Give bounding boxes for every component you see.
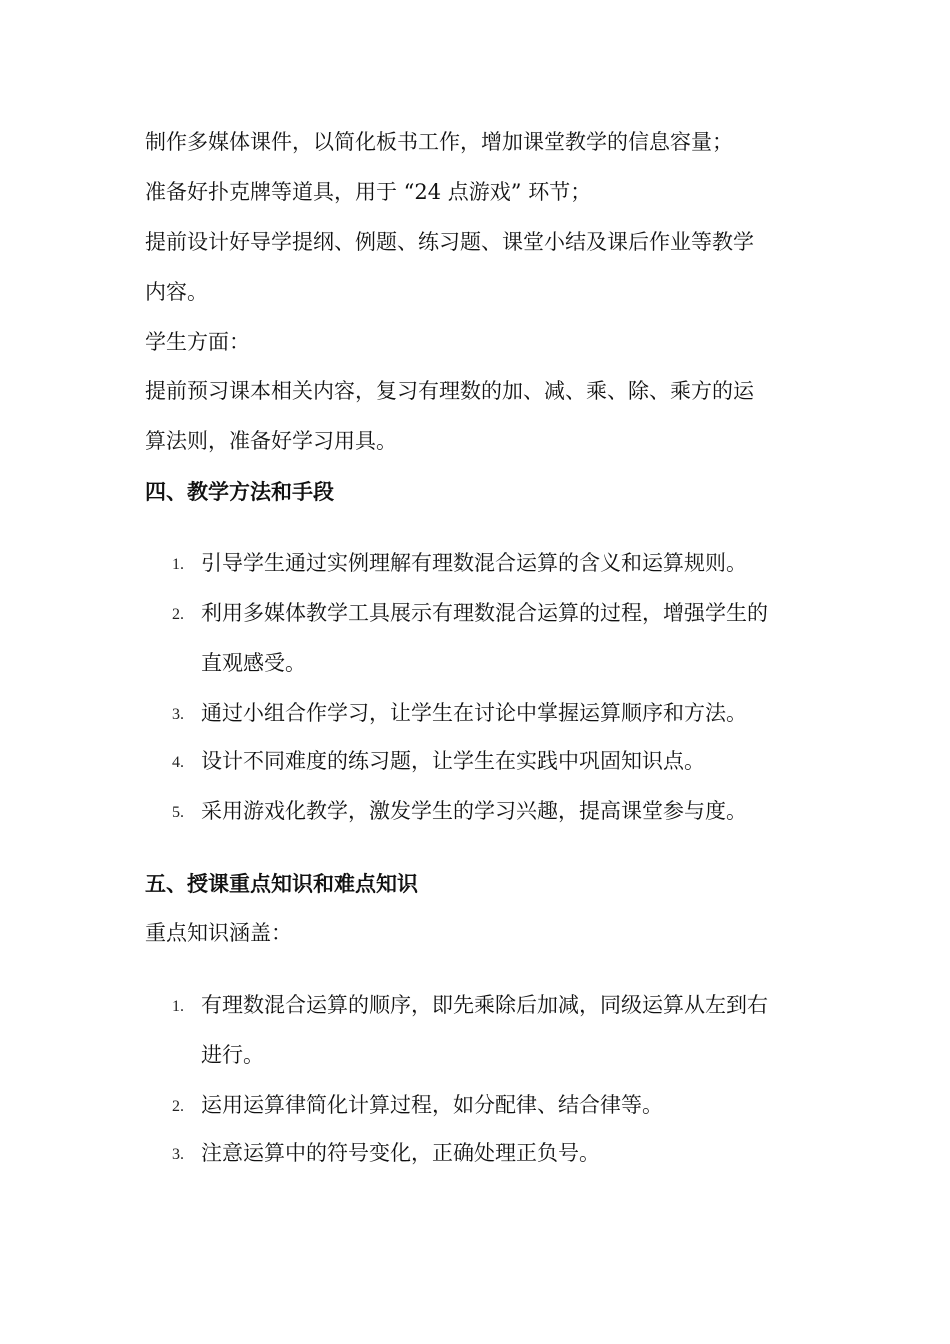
- prep-line-1: 制作多媒体课件，以简化板书工作，增加课堂教学的信息容量；: [145, 130, 733, 154]
- list-item: 设计不同难度的练习题，让学生在实践中巩固知识点。: [201, 749, 705, 773]
- prep-line-4b: 算法则，准备好学习用具。: [145, 429, 397, 453]
- list-item: 有理数混合运算的顺序，即先乘除后加减，同级运算从左到右: [201, 993, 768, 1017]
- list-item: 注意运算中的符号变化，正确处理正负号。: [201, 1141, 600, 1165]
- section-5-heading: 五、授课重点知识和难点知识: [145, 871, 418, 896]
- list-number: 2.: [172, 606, 184, 623]
- prep-line-3b: 内容。: [145, 280, 208, 304]
- list-number: 3.: [172, 1146, 184, 1163]
- prep-line-2: 准备好扑克牌等道具，用于 “24 点游戏” 环节；: [145, 180, 592, 204]
- list-item: 运用运算律简化计算过程，如分配律、结合律等。: [201, 1093, 663, 1117]
- list-item: 利用多媒体教学工具展示有理数混合运算的过程，增强学生的: [201, 601, 768, 625]
- list-number: 1.: [172, 998, 184, 1015]
- list-number: 3.: [172, 706, 184, 723]
- section-4-heading: 四、教学方法和手段: [145, 479, 334, 504]
- list-item: 引导学生通过实例理解有理数混合运算的含义和运算规则。: [201, 551, 747, 575]
- list-item: 通过小组合作学习，让学生在讨论中掌握运算顺序和方法。: [201, 701, 747, 725]
- list-item: 采用游戏化教学，激发学生的学习兴趣，提高课堂参与度。: [201, 799, 747, 823]
- list-number: 1.: [172, 556, 184, 573]
- list-number: 2.: [172, 1098, 184, 1115]
- prep-line-3a: 提前设计好导学提纲、例题、练习题、课堂小结及课后作业等教学: [145, 230, 754, 254]
- list-item-continued: 直观感受。: [201, 651, 306, 675]
- list-item-continued: 进行。: [201, 1043, 264, 1067]
- list-number: 5.: [172, 804, 184, 821]
- prep-line-4a: 提前预习课本相关内容，复习有理数的加、减、乘、除、乘方的运: [145, 379, 754, 403]
- student-label: 学生方面：: [145, 330, 250, 354]
- key-knowledge-label: 重点知识涵盖：: [145, 921, 292, 945]
- list-number: 4.: [172, 754, 184, 771]
